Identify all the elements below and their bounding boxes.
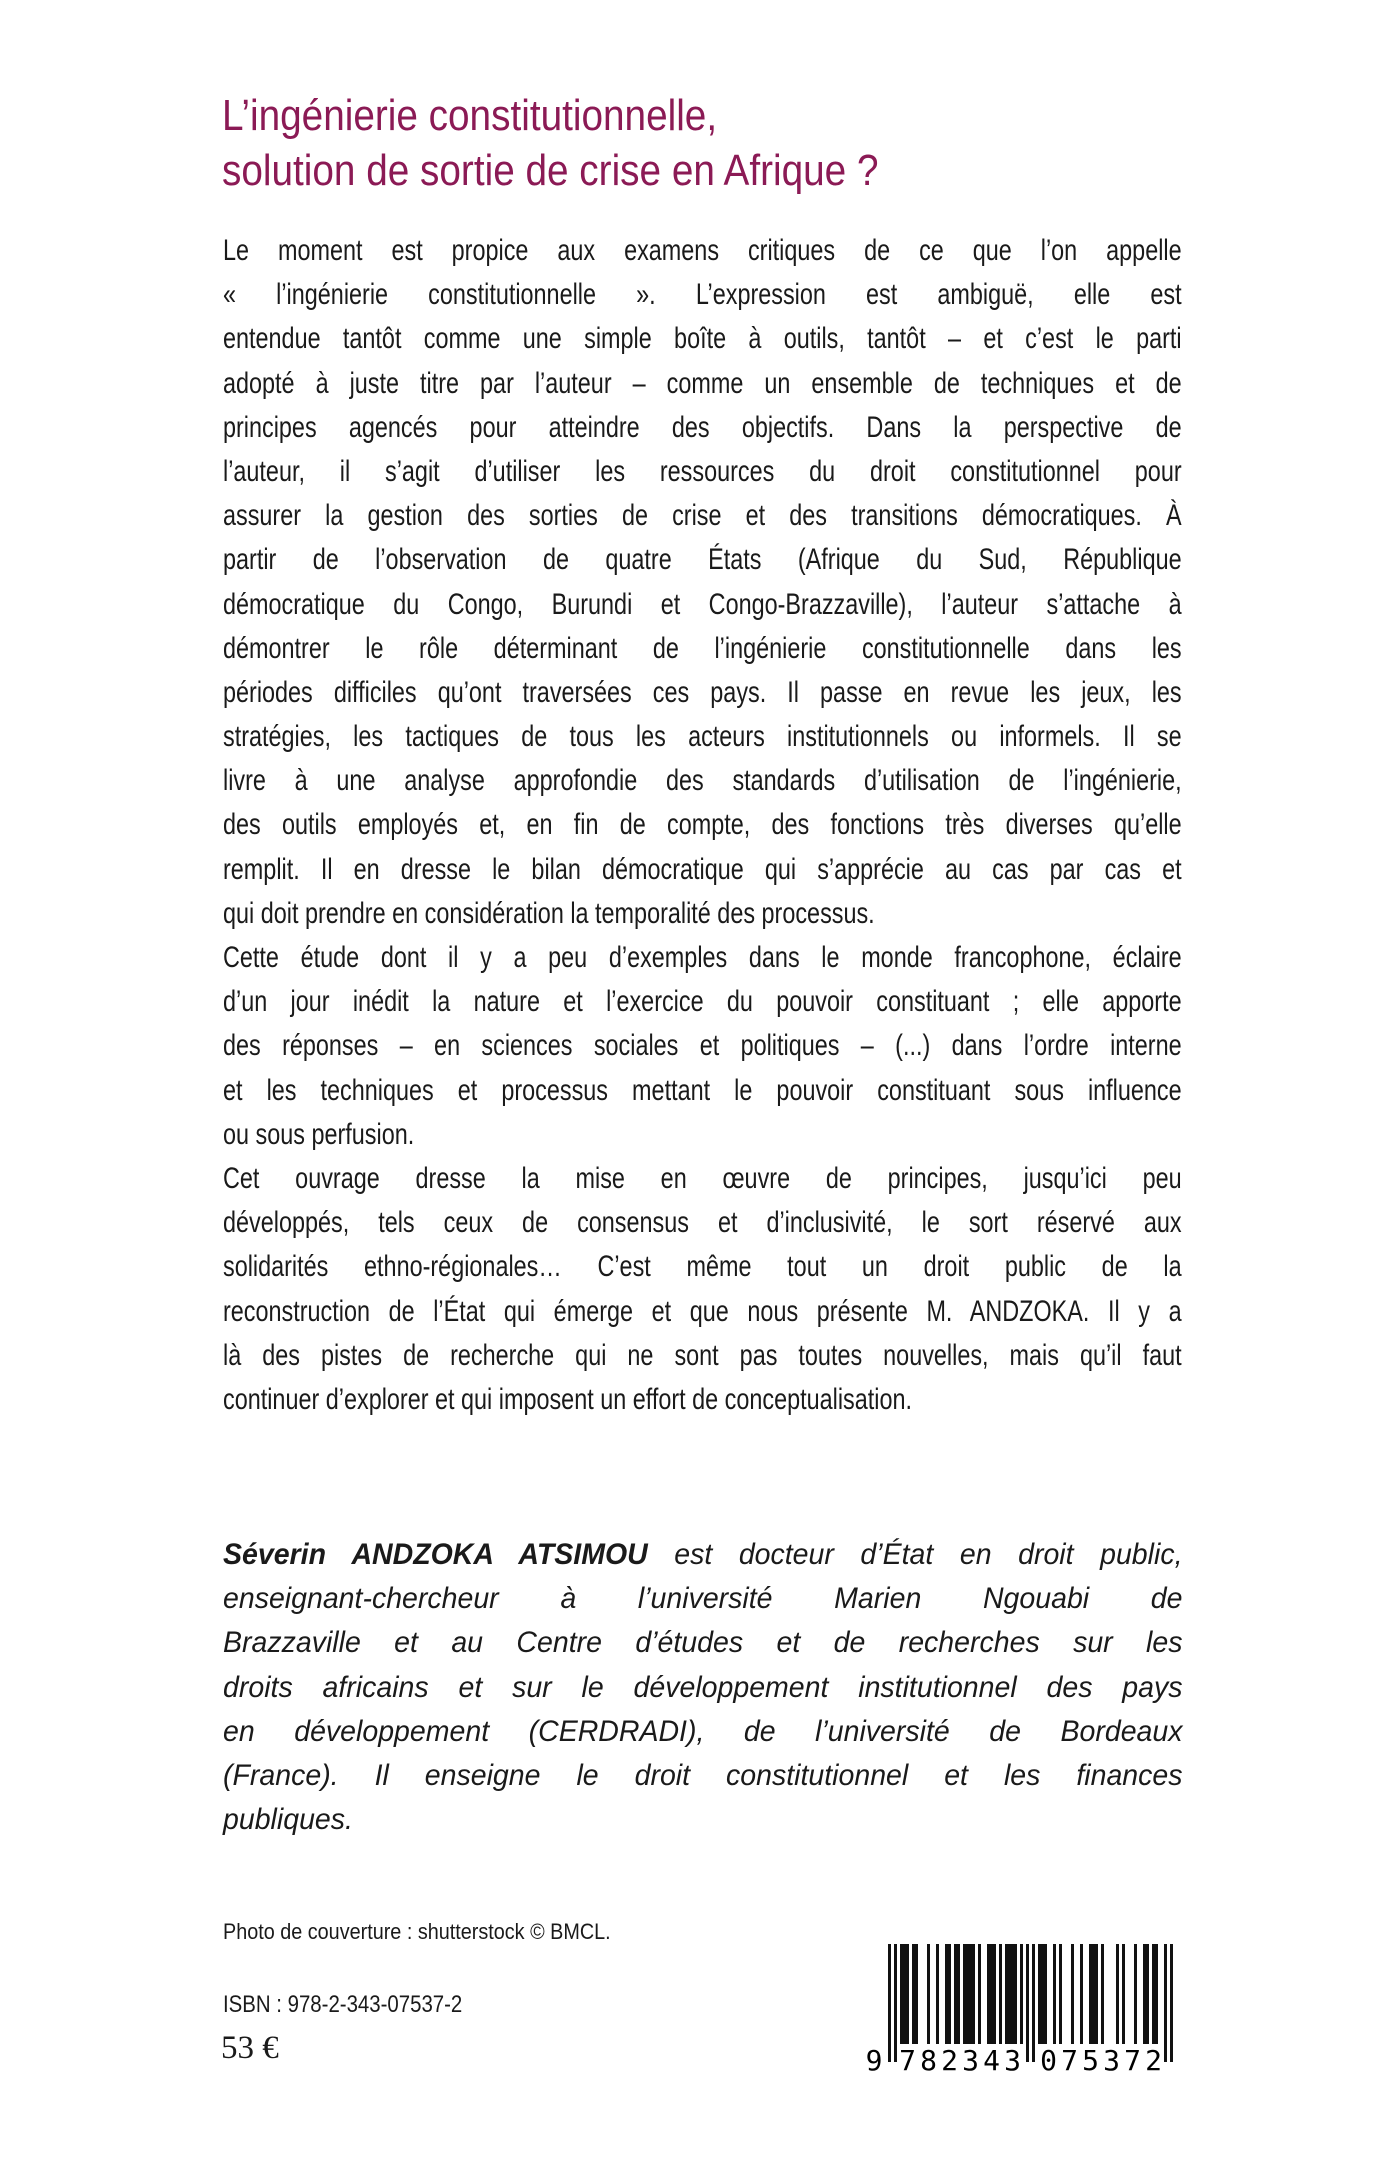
barcode-digit: 3 (1103, 2044, 1120, 2077)
paragraph-line: périodes difficiles qu’ont traversées ces pays. Il passe en revue les jeux, les (223, 675, 1182, 709)
barcode-digit: 4 (983, 2044, 1000, 2077)
barcode-bar (999, 1944, 1002, 2044)
barcode-bar (972, 1944, 975, 2044)
barcode-bar (1038, 1944, 1041, 2044)
barcode-bar (900, 1944, 903, 2044)
barcode-bar (948, 1944, 951, 2044)
barcode-digit: 8 (920, 2044, 937, 2077)
barcode-bar (1170, 1944, 1173, 2062)
barcode-bar (1155, 1944, 1158, 2044)
barcode-bar (1026, 1944, 1029, 2062)
bio-line: enseignant-chercheur à l’université Marien Ngouabi de (223, 1582, 1183, 1616)
paragraph-line: « l’ingénierie constitutionnelle ». L’expression est ambiguë, elle est (223, 278, 1182, 312)
barcode-digit: 7 (1124, 2044, 1141, 2077)
barcode-digit: 0 (1040, 2044, 1057, 2077)
paragraph-line: adopté à juste titre par l’auteur – comme un ensemble de techniques et de (223, 366, 1182, 400)
author-bio (223, 1533, 1182, 1842)
barcode-digit: 3 (1004, 2044, 1021, 2077)
barcode-digit: 7 (899, 2044, 916, 2077)
paragraph-line: entendue tantôt comme une simple boîte à outils, tantôt – et c’est le parti (223, 322, 1182, 356)
paragraph-line: qui doit prendre en considération la temporalité des processus. (223, 896, 875, 930)
barcode-bar (1005, 1944, 1008, 2044)
bio-line: (France). Il enseigne le droit constitutionnel et les finances (223, 1758, 1183, 1792)
paragraph-line: solidarités ethno-régionales… C’est même tout un droit public de la (223, 1250, 1182, 1284)
bio-line-rest: est docteur d’État en droit public, (647, 1538, 1183, 1571)
title-line-2: solution de sortie de crise en Afrique ? (222, 146, 879, 195)
paragraph-line: démontrer le rôle déterminant de l’ingénierie constitutionnelle dans les (223, 631, 1182, 665)
barcode-bar (1095, 1944, 1098, 2044)
summary-text (223, 229, 1182, 1422)
paragraph-line: reconstruction de l’État qui émerge et que nous présente M. ANDZOKA. Il y a (223, 1294, 1182, 1328)
bio-line: Brazzaville et au Centre d’études et de recherches sur les (223, 1626, 1183, 1660)
barcode-bar (957, 1944, 960, 2044)
paragraph-line: et les techniques et processus mettant le pouvoir constituant sous influence (223, 1073, 1182, 1107)
paragraph-line: remplit. Il en dresse le bilan démocratique qui s’apprécie au cas par cas et (223, 852, 1182, 886)
barcode-bar (1080, 1944, 1083, 2044)
barcode-bar (993, 1944, 996, 2044)
paragraph-line: développés, tels ceux de consensus et d’inclusivité, le sort réservé aux (223, 1206, 1182, 1240)
barcode-digit: 3 (962, 2044, 979, 2077)
barcode-bar (1020, 1944, 1023, 2044)
paragraph-line: continuer d’explorer et qui imposent un effort de conceptualisation. (223, 1382, 913, 1416)
barcode-digit: 2 (1145, 2044, 1162, 2077)
paragraph-line: démocratique du Congo, Burundi et Congo-Brazzaville), l’auteur s’attache à (223, 587, 1182, 621)
paragraph-line: l’auteur, il s’agit d’utiliser les ressources du droit constitutionnel pour (223, 454, 1182, 488)
price: 53 € (221, 2030, 279, 2066)
bio-line: en développement (CERDRADI), de l’université de Bordeaux (223, 1714, 1183, 1748)
book-title (222, 88, 878, 198)
barcode-bar (990, 1944, 993, 2044)
bio-line (223, 1533, 1183, 1577)
paragraph-line: Cette étude dont il y a peu d’exemples dans le monde francophone, éclaire (223, 941, 1182, 974)
barcode-bar (945, 1944, 948, 2044)
paragraph-line: là des pistes de recherche qui ne sont pas toutes nouvelles, mais qu’il faut (223, 1338, 1182, 1372)
barcode-bar (1089, 1944, 1092, 2044)
barcode-bar (1101, 1944, 1104, 2044)
barcode-bar (978, 1944, 981, 2044)
barcode-bar (1071, 1944, 1074, 2044)
paragraph-line: Cet ouvrage dresse la mise en œuvre de principes, jusqu’ici peu (223, 1161, 1182, 1195)
title-line-1: L’ingénierie constitutionnelle, (222, 91, 718, 140)
barcode-digit: 7 (1061, 2044, 1078, 2077)
barcode-bar (1164, 1944, 1167, 2062)
paragraph-line: d’un jour inédit la nature et l’exercice du pouvoir constituant ; elle apporte (223, 985, 1182, 1019)
barcode-bar (927, 1944, 930, 2044)
isbn: ISBN : 978-2-343-07537-2 (223, 1991, 463, 2018)
paragraph-line: assurer la gestion des sorties de crise et des transitions démocratiques. À (223, 499, 1182, 533)
barcode-bar (1059, 1944, 1062, 2044)
paragraph-line: des outils employés et, en fin de compte, des fonctions très diverses qu’elle (223, 808, 1182, 842)
paragraph-line: stratégies, les tactiques de tous les acteurs institutionnels ou informels. Il se (223, 720, 1182, 754)
barcode-bar (1014, 1944, 1017, 2044)
barcode-bar (1134, 1944, 1137, 2044)
barcode-bar (963, 1944, 966, 2044)
barcode-bar (1143, 1944, 1146, 2044)
barcode-bar (1116, 1944, 1119, 2044)
barcode-digit: 2 (941, 2044, 958, 2077)
author-name: Séverin ANDZOKA ATSIMOU (223, 1538, 648, 1571)
barcode-bar (1032, 1944, 1035, 2062)
barcode-bar (1044, 1944, 1047, 2044)
paragraph-line: principes agencés pour atteindre des objectifs. Dans la perspective de (223, 410, 1182, 444)
barcode-bar (1146, 1944, 1149, 2044)
bio-line: publiques. (223, 1803, 353, 1837)
barcode-bar (1152, 1944, 1155, 2044)
barcode-bar (1011, 1944, 1014, 2044)
paragraph-line: partir de l’observation de quatre États (Afrique du Sud, République (223, 543, 1182, 577)
barcode-bar (903, 1944, 906, 2044)
barcode-bar (966, 1944, 969, 2044)
paragraph-line: des réponses – en sciences sociales et politiques – (...) dans l’ordre interne (223, 1029, 1182, 1063)
barcode-bar (1122, 1944, 1125, 2044)
barcode-bar (1008, 1944, 1011, 2044)
barcode (865, 1944, 1168, 2077)
barcode-bar (954, 1944, 957, 2044)
paragraph-line: Le moment est propice aux examens critiques de ce que l’on appelle (223, 234, 1182, 267)
barcode-bar (969, 1944, 972, 2044)
barcode-bar (912, 1944, 915, 2044)
photo-credit: Photo de couverture : shutterstock © BMCL. (223, 1919, 611, 1944)
barcode-bar (1053, 1944, 1056, 2044)
barcode-bar (936, 1944, 939, 2044)
paragraph-line: livre à une analyse approfondie des standards d’utilisation de l’ingénierie, (223, 764, 1182, 798)
paragraph-line: ou sous perfusion. (223, 1117, 415, 1151)
bio-line: droits africains et sur le développement institutionnel des pays (223, 1670, 1183, 1704)
barcode-digit: 5 (1082, 2044, 1099, 2077)
barcode-bar (906, 1944, 909, 2044)
barcode-digit: 9 (865, 2044, 883, 2077)
barcode-bar (987, 1944, 990, 2044)
barcode-bar (1092, 1944, 1095, 2044)
barcode-bar (1041, 1944, 1044, 2044)
barcode-bar (915, 1944, 918, 2044)
barcode-bar (894, 1944, 897, 2062)
barcode-bar (888, 1944, 891, 2062)
